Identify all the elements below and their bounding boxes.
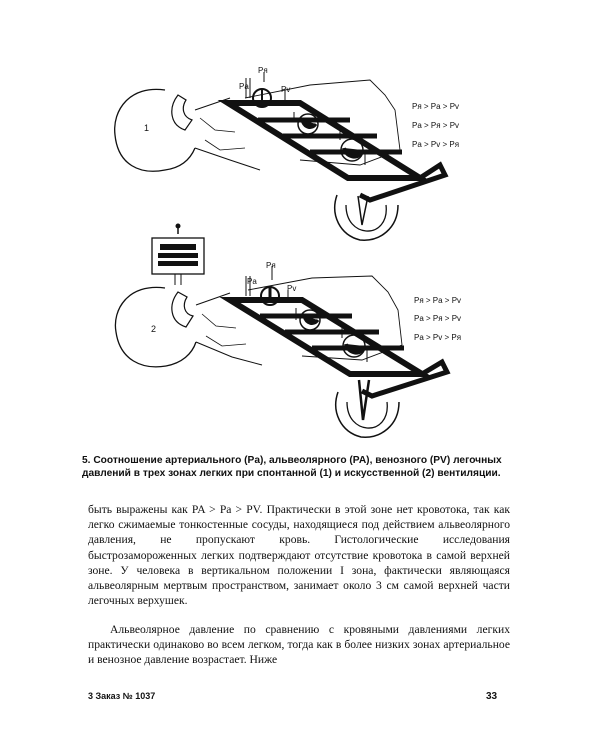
page-number: 33	[486, 691, 498, 702]
label-p-ya-1: Pя	[258, 66, 268, 75]
zone-1-formula-panel-1: Pя > Pa > Pv	[412, 102, 460, 111]
label-p-v-2: Pv	[287, 284, 297, 293]
panel-1-diagram	[115, 72, 445, 240]
panel-1-number: 1	[144, 123, 150, 133]
zone-1-formula-panel-2: Pя > Pa > Pv	[414, 296, 462, 305]
zone-2-formula-panel-1: Pa > Pя > Pv	[412, 121, 460, 130]
panel-2-number: 2	[151, 324, 157, 334]
body-paragraph-2: Альвеолярное давление по сравнению с кровяными давлениями легких практически одинаково во всем легком, тогда как в более низких зонах артериальное и венозное давление возрастает. Ниже	[88, 623, 510, 667]
body-paragraph-1: быть выражены как PA > Pa > PV. Практически в этой зоне нет кровотока, так как легко сжимаемые тонкостенные сосуды, находящиеся под действием альвеолярного давления, не пропускают кровь. Гистологические исследования быстрозамороженных легких подтверждают отсутствие кровотока в самой верхней зоне. У человека в вертикальном положении I зона, фактически являющаяся альвеолярным мертвым пространством, занимает около 3 см самой верхней части легочных верхушек.	[88, 503, 510, 608]
zone-3-formula-panel-2: Pa > Pv > Pя	[414, 333, 462, 342]
panel-2-diagram	[115, 266, 447, 437]
zone-3-formula-panel-1: Pa > Pv > Pя	[412, 140, 460, 149]
label-p-v-1: Pv	[281, 85, 291, 94]
caption-title: 5. Соотношение артериального (Pа), альвеолярного (PA), венозного (PV)	[82, 455, 451, 466]
label-p-a-1: Pa	[239, 82, 249, 91]
zone-2-formula-panel-2: Pa > Pя > Pv	[414, 314, 462, 323]
label-p-ya-2: Pя	[266, 261, 276, 270]
label-p-a-2: Pa	[247, 277, 257, 286]
figure-caption	[82, 454, 512, 480]
caption-text: легочных давлений в трех зонах легких при спонтанной (1) и искусственной (2) вентиляции.	[82, 455, 502, 479]
ventilator-icon	[152, 224, 204, 285]
print-order-footer: 3 Заказ № 1037	[88, 691, 156, 701]
